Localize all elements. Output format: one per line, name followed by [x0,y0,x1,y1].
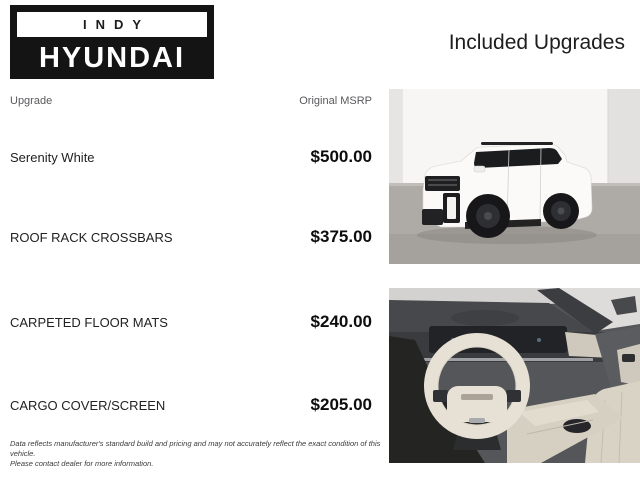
upgrade-price: $240.00 [310,312,372,331]
dealer-logo [10,5,214,79]
upgrade-name: ROOF RACK CROSSBARS [10,229,173,245]
column-header-msrp: Original MSRP [299,95,372,107]
upgrade-name: Serenity White [10,149,95,165]
upgrade-price: $500.00 [310,147,372,166]
upgrade-price: $375.00 [310,227,372,246]
disclaimer-line1: Data reflects manufacturer's standard build and pricing and may not accurately reflect the exact condition of this vehicle. [10,439,381,459]
disclaimer-text [10,439,390,469]
upgrade-name: CARGO COVER/SCREEN [10,397,166,413]
disclaimer-line2: Please contact dealer for more information. [10,459,154,469]
dealer-logo-top [17,12,207,37]
vehicle-interior-illustration [389,288,640,463]
table-row [10,394,372,416]
upgrade-price: $205.00 [310,395,372,414]
dealer-logo-bottom [17,37,207,79]
table-row [10,146,372,168]
vehicle-interior-photo [389,288,640,463]
vehicle-exterior-photo [389,89,640,264]
table-header-row [10,95,372,107]
table-row [10,226,372,248]
dealer-name-line2: HYUNDAI [38,41,186,74]
dealer-name-line1: INDY [82,17,151,32]
table-row [10,311,372,333]
vehicle-exterior-illustration [389,89,640,264]
column-header-upgrade: Upgrade [10,95,53,107]
upgrade-name: CARPETED FLOOR MATS [10,314,168,330]
page-title: Included Upgrades [448,31,625,54]
